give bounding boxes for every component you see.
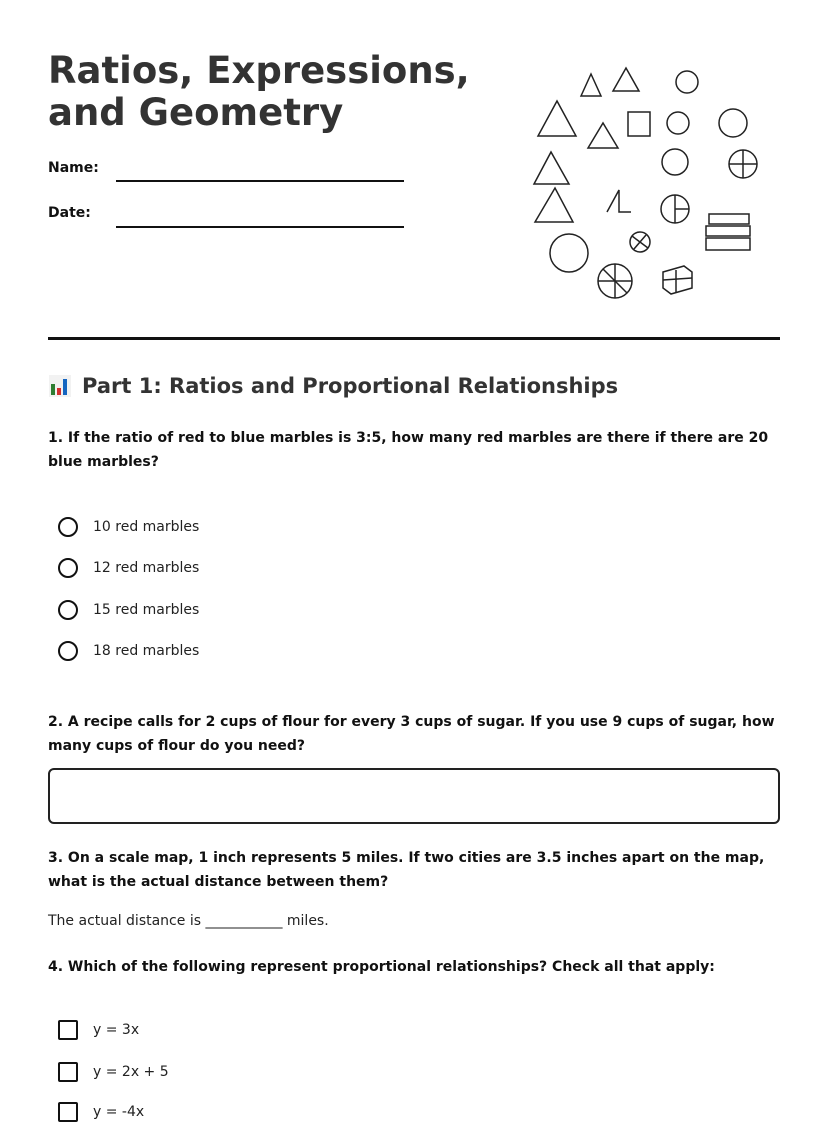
section-title-part1 xyxy=(48,374,618,398)
option-label: y = 3x xyxy=(93,1022,140,1038)
option-label: 15 red marbles xyxy=(93,602,200,618)
q1-option-1[interactable] xyxy=(58,517,199,537)
q4-option-1[interactable] xyxy=(58,1020,139,1040)
q4-option-2[interactable] xyxy=(58,1062,169,1082)
question-2: 2. A recipe calls for 2 cups of flour for every 3 cups of sugar. If you use 9 cups of sugar, how many cups of flour do you need? xyxy=(48,714,775,754)
section-title-text: Part 1: Ratios and Proportional Relationships xyxy=(82,374,619,398)
q2-answer-box[interactable] xyxy=(48,768,780,824)
option-label: y = -4x xyxy=(93,1104,145,1120)
radio-button[interactable] xyxy=(58,517,78,537)
q1-option-3[interactable] xyxy=(58,600,199,620)
name-label: Name: xyxy=(48,160,99,176)
date-label: Date: xyxy=(48,205,91,221)
option-label: 12 red marbles xyxy=(93,560,200,576)
radio-button[interactable] xyxy=(58,600,78,620)
checkbox[interactable] xyxy=(58,1102,78,1122)
worksheet-title: Ratios, Expressions, and Geometry xyxy=(48,49,470,134)
option-label: 18 red marbles xyxy=(93,643,200,659)
geometric-shapes-illustration xyxy=(526,60,766,305)
radio-button[interactable] xyxy=(58,558,78,578)
q1-option-2[interactable] xyxy=(58,558,199,578)
radio-button[interactable] xyxy=(58,641,78,661)
q1-option-4[interactable] xyxy=(58,641,199,661)
date-line[interactable] xyxy=(116,226,404,228)
checkbox[interactable] xyxy=(58,1020,78,1040)
option-label: y = 2x + 5 xyxy=(93,1064,169,1080)
section-divider xyxy=(48,337,780,340)
question-3: 3. On a scale map, 1 inch represents 5 miles. If two cities are 3.5 inches apart on the map, what is the actual distance between them? xyxy=(48,850,765,890)
checkbox[interactable] xyxy=(58,1062,78,1082)
q4-option-3[interactable] xyxy=(58,1102,144,1122)
bar-chart-icon xyxy=(48,375,72,397)
q3-answer-line: The actual distance is ___________ miles. xyxy=(48,913,329,929)
question-1: 1. If the ratio of red to blue marbles is 3:5, how many red marbles are there if there are 20 blue marbles? xyxy=(48,430,769,470)
name-line[interactable] xyxy=(116,180,404,182)
option-label: 10 red marbles xyxy=(93,519,200,535)
question-4: 4. Which of the following represent proportional relationships? Check all that apply: xyxy=(48,959,715,975)
